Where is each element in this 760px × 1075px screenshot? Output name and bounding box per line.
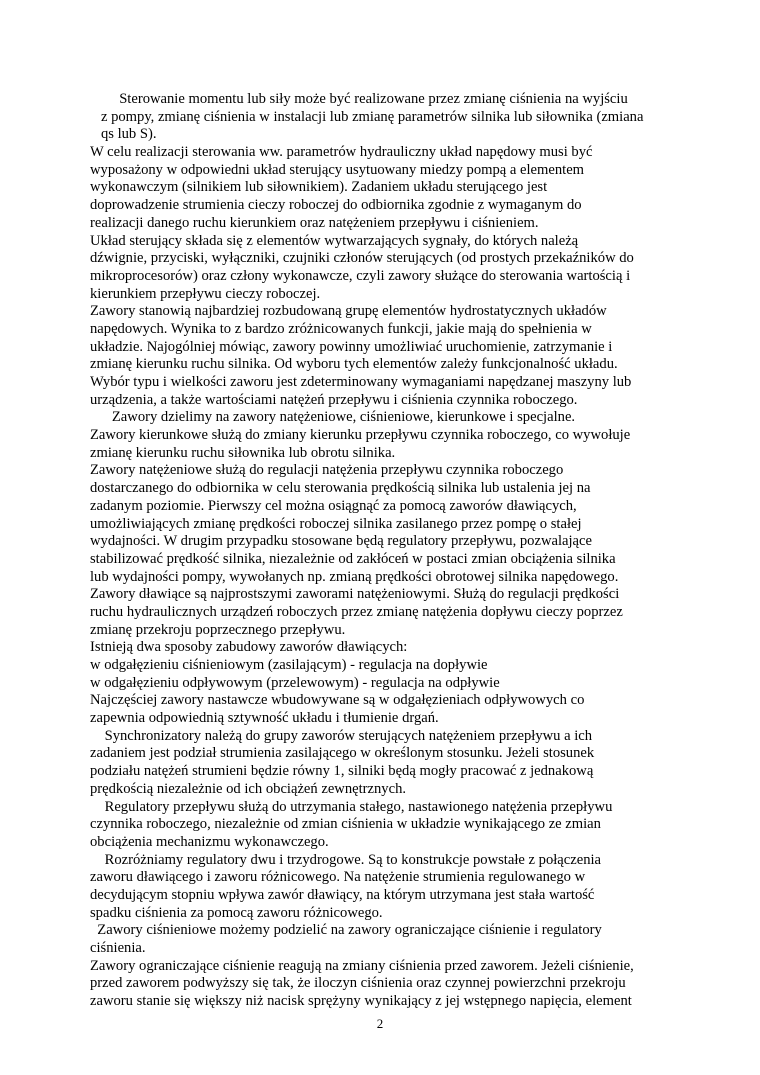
text-line: układzie. Najogólniej mówiąc, zawory powinny umożliwiać uruchomienie, zatrzymanie i [90, 338, 613, 355]
text-line: Zawory dławiące są najprostszymi zaworami natężeniowymi. Służą do regulacji prędkości [90, 586, 620, 603]
text-line: Regulatory przepływu służą do utrzymania stałego, nastawionego natężenia przepływu [90, 798, 613, 815]
text-line: stabilizować prędkość silnika, niezależnie od zakłóceń w postaci zmian obciążenia silnika [90, 550, 616, 567]
text-line: zaworu stanie się większy niż nacisk sprężyny wynikający z jej wstępnego napięcia, element [90, 993, 632, 1010]
text-line: Najczęściej zawory nastawcze wbudowywane są w odgałęzieniach odpływowych co [90, 692, 585, 709]
text-line: podziału natężeń strumieni będzie równy 1, silniki będą mogły pracować z jednakową [90, 763, 594, 780]
text-line: prędkością niezależnie od ich obciążeń zewnętrznych. [90, 780, 407, 797]
text-line: Synchronizatory należą do grupy zaworów sterujących natężeniem przepływu a ich [90, 727, 593, 744]
text-line: Zawory dzielimy na zawory natężeniowe, ciśnieniowe, kierunkowe i specjalne. [90, 409, 576, 426]
text-line: urządzenia, a także wartościami natężeń przepływu i ciśnienia czynnika roboczego. [90, 391, 578, 408]
text-line: napędowych. Wynika to z bardzo zróżnicowanych funkcji, jakie mają do spełnienia w [90, 320, 592, 337]
text-line: w odgałęzieniu odpływowym (przelewowym) - regulacja na odpływie [90, 674, 500, 691]
text-line: Zawory ciśnieniowe możemy podzielić na zawory ograniczające ciśnienie i regulatory [90, 922, 602, 939]
text-line: Zawory stanowią najbardziej rozbudowaną grupę elementów hydrostatycznych układów [90, 303, 607, 320]
text-line: wykonawczym (silnikiem lub siłownikiem). Zadaniem układu sterującego jest [90, 179, 548, 196]
text-line: w odgałęzieniu ciśnieniowym (zasilającym) - regulacja na dopływie [90, 657, 488, 673]
text-line: doprowadzenie strumienia cieczy roboczej do odbiornika zgodnie z wymaganym do [90, 197, 582, 214]
text-line: zmianę kierunku ruchu siłownika lub obrotu silnika. [90, 444, 396, 461]
text-line: umożliwiających zmianę prędkości roboczej silnika zasilanego przez pompę o stałej [90, 515, 582, 532]
text-line: zapewnia odpowiednią sztywność układu i tłumienie drgań. [90, 710, 439, 727]
text-line: zmianę przekroju poprzecznego przepływu. [90, 621, 346, 638]
page-number: 2 [376, 1016, 384, 1031]
text-line: ruchu hydraulicznych urządzeń roboczych przez zmianę natężenia dopływu cieczy poprzez [90, 603, 623, 620]
text-line: dostarczanego do odbiornika w celu sterowania prędkością silnika lub ustalenia jej na [90, 480, 591, 497]
text-line: W celu realizacji sterowania ww. parametrów hydrauliczny układ napędowy musi być [90, 144, 593, 161]
text-line: spadku ciśnienia za pomocą zaworu różnicowego. [90, 904, 383, 921]
text-line: przed zaworem podwyższy się tak, że iloczyn ciśnienia oraz czynnej powierzchni przekroju [90, 975, 626, 992]
text-line: Sterowanie momentu lub siły może być realizowane przez zmianę ciśnienia na wyjściu [90, 91, 628, 107]
text-line: Istnieją dwa sposoby zabudowy zaworów dławiących: [90, 639, 408, 656]
body-text [90, 91, 680, 1011]
text-line: realizacji danego ruchu kierunkiem oraz natężeniem przepływu i ciśnieniem. [90, 214, 539, 231]
text-line: zadanym poziomie. Pierwszy cel można osiągnąć za pomocą zaworów dławiących, [90, 497, 577, 514]
text-line: Zawory kierunkowe służą do zmiany kierunku przepływu czynnika roboczego, co wywołuje [90, 427, 631, 444]
text-line: kierunkiem przepływu cieczy roboczej. [90, 285, 321, 302]
text-line: obciążenia mechanizmu wykonawczego. [90, 833, 329, 850]
text-line: zadaniem jest podział strumienia zasilającego w określonym stosunku. Jeżeli stosunek [90, 745, 595, 762]
text-line: Zawory natężeniowe służą do regulacji natężenia przepływu czynnika roboczego [90, 462, 564, 479]
text-line: qs lub S). [90, 126, 157, 143]
text-line: z pompy, zmianę ciśnienia w instalacji lub zmianę parametrów silnika lub siłownika (zmiana [90, 108, 644, 125]
text-line: zmianę kierunku ruchu silnika. Od wyboru tych elementów zależy funkcjonalność układu. [90, 356, 618, 373]
text-line: lub wydajności pompy, wywołanych np. zmianą prędkości obrotowej silnika napędowego. [90, 568, 619, 585]
text-line: Układ sterujący składa się z elementów wytwarzających sygnały, do których należą [90, 232, 579, 249]
text-line: zaworu dławiącego i zaworu różnicowego. Na natężenie strumienia regulowanego w [90, 869, 586, 886]
text-line: mikroprocesorów) oraz człony wykonawcze, czyli zawory służące do sterowania wartością i [90, 267, 631, 284]
text-line: Zawory ograniczające ciśnienie reagują na zmiany ciśnienia przed zaworem. Jeżeli ciśnienie, [90, 957, 634, 974]
text-line: ciśnienia. [90, 940, 146, 956]
text-line: dźwignie, przyciski, wyłączniki, czujniki członów sterujących (od prostych przekaźników do [90, 250, 634, 267]
text-line: Wybór typu i wielkości zaworu jest zdeterminowany wymaganiami napędzanej maszyny lub [90, 374, 632, 390]
text-line: Rozróżniamy regulatory dwu i trzydrogowe. Są to konstrukcje powstałe z połączenia [90, 851, 602, 868]
text-line: czynnika roboczego, niezależnie od zmian ciśnienia w układzie wynikającego ze zmian [90, 816, 601, 833]
text-line: wyposażony w odpowiedni układ sterujący usytuowany miedzy pompą a elementem [90, 161, 585, 178]
text-line: wydajności. W drugim przypadku stosowane będą regulatory przepływu, pozwalające [90, 533, 592, 550]
text-line: decydującym stopniu wpływa zawór dławiący, na którym utrzymana jest stała wartość [90, 886, 595, 903]
